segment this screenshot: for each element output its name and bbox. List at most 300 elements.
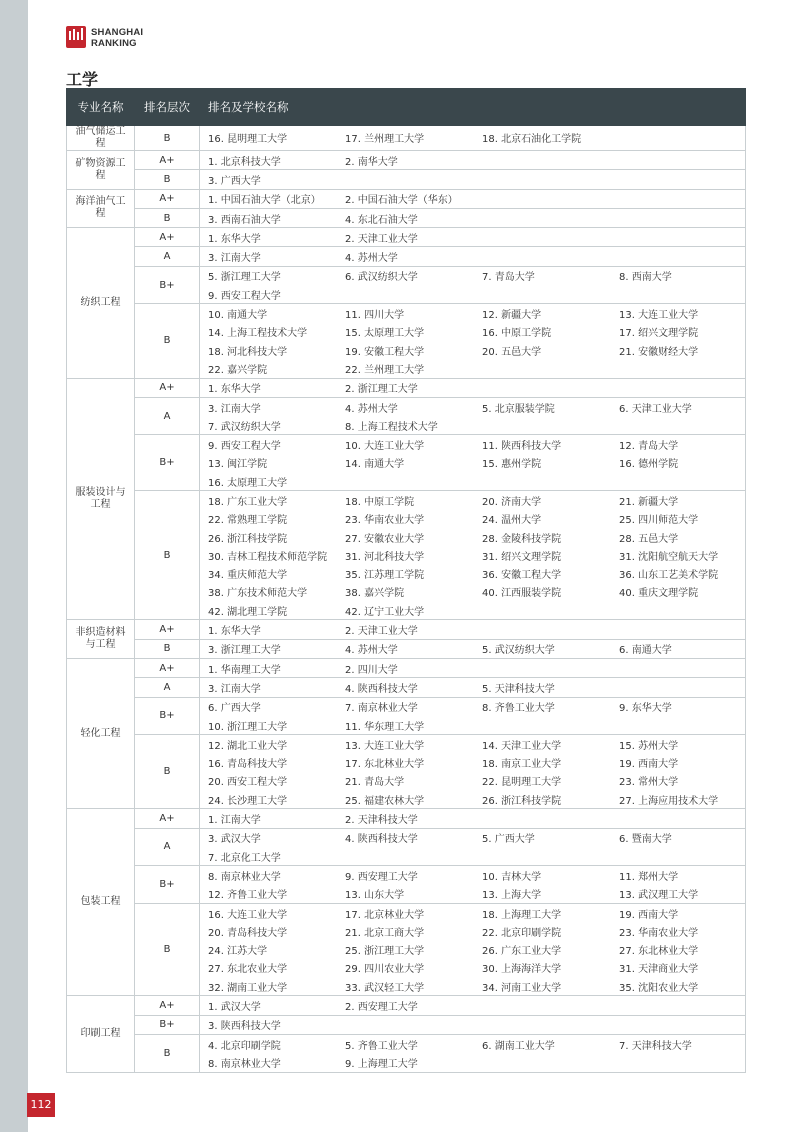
school-entry: 21. 北京工商大学 xyxy=(345,927,425,939)
school-entry: 17. 北京林业大学 xyxy=(345,909,425,921)
school-row xyxy=(208,435,745,453)
school-row xyxy=(208,620,745,638)
tier-level-cell: A+ xyxy=(135,620,200,639)
school-entry: 9. 西安理工大学 xyxy=(345,871,418,883)
school-entry: 26. 广东工业大学 xyxy=(482,946,562,958)
school-entry: 30. 上海海洋大学 xyxy=(482,964,562,976)
school-entry: 18. 中原工学院 xyxy=(345,496,415,508)
school-entry: 31. 绍兴文理学院 xyxy=(482,551,562,563)
school-row xyxy=(208,678,745,696)
tier-level-cell: B+ xyxy=(135,697,200,735)
school-entry: 22. 昆明理工大学 xyxy=(482,777,562,789)
school-entry: 14. 天津工业大学 xyxy=(482,740,562,752)
school-entry: 24. 温州大学 xyxy=(482,515,542,527)
tier-level-cell: B xyxy=(135,903,200,995)
school-entry: 16. 太原理工大学 xyxy=(208,477,288,489)
school-row xyxy=(208,977,745,995)
school-entry: 40. 江西服装学院 xyxy=(482,588,562,600)
table-row xyxy=(67,228,746,247)
school-entry: 1. 东华大学 xyxy=(208,233,261,245)
school-entry: 21. 新疆大学 xyxy=(619,496,679,508)
school-entry: 31. 河北科技大学 xyxy=(345,551,425,563)
school-list-cell xyxy=(200,378,746,397)
school-row xyxy=(208,228,745,246)
school-entry: 11. 华东理工大学 xyxy=(345,721,425,733)
school-entry: 29. 四川农业大学 xyxy=(345,964,425,976)
tier-level-cell: A+ xyxy=(135,996,200,1015)
school-entry: 20. 五邑大学 xyxy=(482,346,542,358)
school-list-cell xyxy=(200,228,746,247)
school-row xyxy=(208,716,745,734)
tier-level-cell: B xyxy=(135,208,200,227)
school-row xyxy=(208,528,745,546)
school-entry: 16. 中原工学院 xyxy=(482,328,552,340)
school-row xyxy=(208,510,745,528)
school-row xyxy=(208,546,745,564)
school-entry: 35. 江苏理工学院 xyxy=(345,570,425,582)
tier-level-cell: B xyxy=(135,304,200,378)
school-list-cell xyxy=(200,659,746,678)
school-row xyxy=(208,583,745,601)
school-row xyxy=(208,151,745,169)
table-row xyxy=(67,397,746,435)
school-row xyxy=(208,472,745,490)
page-number: 112 xyxy=(27,1093,55,1117)
school-entry: 16. 昆明理工大学 xyxy=(208,134,288,146)
school-list-cell xyxy=(200,828,746,866)
school-entry: 3. 西南石油大学 xyxy=(208,214,281,226)
school-entry: 38. 嘉兴学院 xyxy=(345,588,405,600)
school-entry: 4. 北京印刷学院 xyxy=(208,1040,281,1052)
school-entry: 34. 重庆师范大学 xyxy=(208,570,288,582)
section-title: 工学 xyxy=(66,70,99,89)
school-row xyxy=(208,170,745,188)
school-list-cell xyxy=(200,491,746,620)
tier-level-cell: A xyxy=(135,828,200,866)
tier-level-cell: B+ xyxy=(135,266,200,304)
tier-level-cell: A+ xyxy=(135,189,200,208)
major-name-cell: 包装工程 xyxy=(67,809,135,996)
school-list-cell xyxy=(200,620,746,639)
school-entry: 27. 安徽农业大学 xyxy=(345,533,425,545)
school-row xyxy=(208,491,745,509)
school-entry: 2. 天津工业大学 xyxy=(345,233,418,245)
school-row xyxy=(208,209,745,227)
ranking-table-wrapper xyxy=(66,88,746,1073)
school-row xyxy=(208,129,745,147)
table-body xyxy=(67,126,746,1073)
school-list-cell xyxy=(200,151,746,170)
tier-level-cell: B xyxy=(135,1034,200,1072)
school-entry: 7. 武汉纺织大学 xyxy=(208,421,281,433)
school-entry: 28. 金陵科技学院 xyxy=(482,533,562,545)
header-major: 专业名称 xyxy=(67,89,135,126)
school-entry: 31. 天津商业大学 xyxy=(619,964,699,976)
school-row xyxy=(208,247,745,265)
school-entry: 36. 安徽工程大学 xyxy=(482,570,562,582)
school-entry: 6. 南通大学 xyxy=(619,645,672,657)
school-entry: 5. 广西大学 xyxy=(482,834,535,846)
school-row xyxy=(208,359,745,377)
school-entry: 1. 中国石油大学（北京） xyxy=(208,195,321,207)
school-list-cell xyxy=(200,170,746,189)
school-row xyxy=(208,341,745,359)
school-row xyxy=(208,601,745,619)
school-entry: 9. 西安工程大学 xyxy=(208,290,281,302)
school-entry: 4. 苏州大学 xyxy=(345,253,398,265)
school-entry: 21. 安徽财经大学 xyxy=(619,346,699,358)
school-entry: 28. 五邑大学 xyxy=(619,533,679,545)
school-entry: 2. 天津科技大学 xyxy=(345,815,418,827)
school-row xyxy=(208,416,745,434)
school-list-cell xyxy=(200,189,746,208)
school-entry: 8. 西南大学 xyxy=(619,272,672,284)
school-entry: 2. 天津工业大学 xyxy=(345,626,418,638)
school-entry: 4. 苏州大学 xyxy=(345,403,398,415)
school-entry: 31. 沈阳航空航天大学 xyxy=(619,551,719,563)
school-row xyxy=(208,640,745,658)
school-row xyxy=(208,267,745,285)
tier-level-cell: B+ xyxy=(135,866,200,904)
school-entry: 21. 青岛大学 xyxy=(345,777,405,789)
school-entry: 6. 广西大学 xyxy=(208,703,261,715)
logo-line-2: RANKING xyxy=(91,38,137,49)
school-row xyxy=(208,790,745,808)
school-list-cell xyxy=(200,697,746,735)
school-entry: 18. 北京石油化工学院 xyxy=(482,134,582,146)
major-name-cell: 矿物资源工程 xyxy=(67,151,135,190)
school-entry: 4. 陕西科技大学 xyxy=(345,834,418,846)
school-entry: 25. 浙江理工大学 xyxy=(345,946,425,958)
school-list-cell xyxy=(200,678,746,697)
school-entry: 5. 北京服装学院 xyxy=(482,403,555,415)
tier-level-cell: A+ xyxy=(135,378,200,397)
school-entry: 11. 四川大学 xyxy=(345,310,405,322)
table-row xyxy=(67,304,746,378)
school-row xyxy=(208,1053,745,1071)
school-row xyxy=(208,996,745,1014)
school-row xyxy=(208,565,745,583)
school-entry: 10. 吉林大学 xyxy=(482,871,542,883)
school-row xyxy=(208,1016,745,1034)
table-row xyxy=(67,378,746,397)
school-entry: 25. 四川师范大学 xyxy=(619,515,699,527)
school-row xyxy=(208,698,745,716)
school-entry: 27. 东北林业大学 xyxy=(619,946,699,958)
school-entry: 12. 湖北工业大学 xyxy=(208,740,288,752)
school-entry: 34. 河南工业大学 xyxy=(482,982,562,994)
school-entry: 3. 浙江理工大学 xyxy=(208,645,281,657)
school-row xyxy=(208,847,745,865)
school-entry: 27. 东北农业大学 xyxy=(208,964,288,976)
school-entry: 1. 华南理工大学 xyxy=(208,664,281,676)
school-entry: 14. 上海工程技术大学 xyxy=(208,328,308,340)
school-entry: 2. 浙江理工大学 xyxy=(345,384,418,396)
table-row xyxy=(67,639,746,658)
school-entry: 18. 河北科技大学 xyxy=(208,346,288,358)
school-list-cell xyxy=(200,208,746,227)
school-row xyxy=(208,885,745,903)
school-entry: 22. 北京印刷学院 xyxy=(482,927,562,939)
school-entry: 20. 西安工程大学 xyxy=(208,777,288,789)
school-entry: 24. 长沙理工大学 xyxy=(208,795,288,807)
school-entry: 12. 齐鲁工业大学 xyxy=(208,890,288,902)
school-row xyxy=(208,1035,745,1053)
school-entry: 8. 齐鲁工业大学 xyxy=(482,703,555,715)
school-entry: 11. 陕西科技大学 xyxy=(482,441,562,453)
school-entry: 7. 天津科技大学 xyxy=(619,1040,692,1052)
school-row xyxy=(208,940,745,958)
school-list-cell xyxy=(200,1034,746,1072)
school-entry: 5. 武汉纺织大学 xyxy=(482,645,555,657)
table-row xyxy=(67,659,746,678)
school-entry: 3. 江南大学 xyxy=(208,403,261,415)
table-row xyxy=(67,208,746,227)
school-entry: 4. 东北石油大学 xyxy=(345,214,418,226)
school-entry: 4. 苏州大学 xyxy=(345,645,398,657)
school-entry: 26. 浙江科技学院 xyxy=(208,533,288,545)
school-entry: 3. 武汉大学 xyxy=(208,834,261,846)
school-entry: 3. 广西大学 xyxy=(208,175,261,187)
school-list-cell xyxy=(200,639,746,658)
school-entry: 24. 江苏大学 xyxy=(208,946,268,958)
table-header-row xyxy=(67,89,746,126)
school-entry: 7. 青岛大学 xyxy=(482,272,535,284)
tier-level-cell: B xyxy=(135,639,200,658)
school-entry: 5. 浙江理工大学 xyxy=(208,272,281,284)
school-row xyxy=(208,735,745,753)
tier-level-cell: B+ xyxy=(135,435,200,491)
school-list-cell xyxy=(200,126,746,151)
school-entry: 22. 常熟理工学院 xyxy=(208,515,288,527)
school-entry: 13. 大连工业大学 xyxy=(345,740,425,752)
school-entry: 18. 广东工业大学 xyxy=(208,496,288,508)
school-entry: 12. 青岛大学 xyxy=(619,441,679,453)
school-entry: 16. 德州学院 xyxy=(619,459,679,471)
school-row xyxy=(208,866,745,884)
major-name-cell: 油气储运工程 xyxy=(67,126,135,151)
table-row xyxy=(67,996,746,1015)
school-entry: 11. 郑州大学 xyxy=(619,871,679,883)
school-row xyxy=(208,285,745,303)
school-entry: 42. 湖北理工学院 xyxy=(208,606,288,618)
school-entry: 19. 安徽工程大学 xyxy=(345,346,425,358)
tier-level-cell: A xyxy=(135,397,200,435)
school-entry: 10. 大连工业大学 xyxy=(345,441,425,453)
school-entry: 6. 暨南大学 xyxy=(619,834,672,846)
table-row xyxy=(67,678,746,697)
school-entry: 6. 武汉纺织大学 xyxy=(345,272,418,284)
school-entry: 40. 重庆文理学院 xyxy=(619,588,699,600)
school-row xyxy=(208,922,745,940)
tier-level-cell: A+ xyxy=(135,228,200,247)
school-row xyxy=(208,659,745,677)
school-entry: 1. 东华大学 xyxy=(208,384,261,396)
table-row xyxy=(67,809,746,828)
school-entry: 1. 东华大学 xyxy=(208,626,261,638)
tier-level-cell: B xyxy=(135,126,200,151)
school-entry: 6. 天津工业大学 xyxy=(619,403,692,415)
school-entry: 16. 大连工业大学 xyxy=(208,909,288,921)
school-entry: 26. 浙江科技学院 xyxy=(482,795,562,807)
school-list-cell xyxy=(200,1015,746,1034)
table-row xyxy=(67,266,746,304)
school-entry: 5. 齐鲁工业大学 xyxy=(345,1040,418,1052)
school-row xyxy=(208,829,745,847)
table-row xyxy=(67,903,746,995)
school-entry: 1. 江南大学 xyxy=(208,815,261,827)
school-entry: 14. 南通大学 xyxy=(345,459,405,471)
school-list-cell xyxy=(200,266,746,304)
major-name-cell: 印刷工程 xyxy=(67,996,135,1072)
school-entry: 10. 南通大学 xyxy=(208,310,268,322)
table-row xyxy=(67,866,746,904)
school-entry: 22. 嘉兴学院 xyxy=(208,364,268,376)
tier-level-cell: A+ xyxy=(135,809,200,828)
major-name-cell: 非织造材料与工程 xyxy=(67,620,135,659)
school-entry: 23. 华南农业大学 xyxy=(345,515,425,527)
school-entry: 3. 陕西科技大学 xyxy=(208,1021,281,1033)
school-entry: 6. 湖南工业大学 xyxy=(482,1040,555,1052)
school-list-cell xyxy=(200,903,746,995)
school-entry: 2. 西安理工大学 xyxy=(345,1002,418,1013)
school-list-cell xyxy=(200,397,746,435)
tier-level-cell: B+ xyxy=(135,1015,200,1034)
school-entry: 8. 南京林业大学 xyxy=(208,1058,281,1070)
school-entry: 19. 西南大学 xyxy=(619,909,679,921)
school-entry: 13. 上海大学 xyxy=(482,890,542,902)
school-list-cell xyxy=(200,996,746,1015)
school-entry: 25. 福建农林大学 xyxy=(345,795,425,807)
school-entry: 16. 青岛科技大学 xyxy=(208,759,288,771)
ranking-table xyxy=(66,88,746,1073)
tier-level-cell: A+ xyxy=(135,151,200,170)
school-entry: 20. 济南大学 xyxy=(482,496,542,508)
school-entry: 9. 上海理工大学 xyxy=(345,1058,418,1070)
tier-level-cell: A+ xyxy=(135,659,200,678)
logo-icon xyxy=(66,26,86,48)
school-entry: 35. 沈阳农业大学 xyxy=(619,982,699,994)
table-row xyxy=(67,735,746,809)
header-level: 排名层次 xyxy=(135,89,200,126)
school-entry: 12. 新疆大学 xyxy=(482,310,542,322)
school-entry: 7. 北京化工大学 xyxy=(208,852,281,864)
school-entry: 9. 西安工程大学 xyxy=(208,441,281,453)
logo-text xyxy=(91,27,143,49)
school-entry: 13. 大连工业大学 xyxy=(619,310,699,322)
logo-line-1: SHANGHAI xyxy=(91,27,144,38)
school-list-cell xyxy=(200,304,746,378)
tier-level-cell: A xyxy=(135,678,200,697)
school-entry: 27. 上海应用技术大学 xyxy=(619,795,719,807)
school-entry: 36. 山东工艺美术学院 xyxy=(619,570,719,582)
major-name-cell: 纺织工程 xyxy=(67,228,135,378)
school-entry: 17. 绍兴文理学院 xyxy=(619,328,699,340)
table-row xyxy=(67,170,746,189)
left-sidebar-strip xyxy=(0,0,28,1132)
school-entry: 30. 吉林工程技术师范学院 xyxy=(208,551,328,563)
table-row xyxy=(67,189,746,208)
school-row xyxy=(208,754,745,772)
school-entry: 18. 南京工业大学 xyxy=(482,759,562,771)
school-entry: 2. 四川大学 xyxy=(345,664,398,676)
school-entry: 22. 兰州理工大学 xyxy=(345,364,425,376)
shanghai-ranking-logo xyxy=(66,26,166,50)
school-entry: 1. 武汉大学 xyxy=(208,1002,261,1013)
school-row xyxy=(208,454,745,472)
school-row xyxy=(208,809,745,827)
school-entry: 19. 西南大学 xyxy=(619,759,679,771)
school-entry: 18. 上海理工大学 xyxy=(482,909,562,921)
school-entry: 13. 闽江学院 xyxy=(208,459,268,471)
table-row xyxy=(67,247,746,266)
school-entry: 2. 南华大学 xyxy=(345,156,398,168)
school-row xyxy=(208,959,745,977)
school-entry: 3. 江南大学 xyxy=(208,253,261,265)
school-entry: 17. 兰州理工大学 xyxy=(345,134,425,146)
table-row xyxy=(67,697,746,735)
school-list-cell xyxy=(200,435,746,491)
school-list-cell xyxy=(200,735,746,809)
tier-level-cell: B xyxy=(135,170,200,189)
school-entry: 8. 上海工程技术大学 xyxy=(345,421,438,433)
header-schools: 排名及学校名称 xyxy=(200,89,746,126)
school-row xyxy=(208,904,745,922)
table-row xyxy=(67,126,746,151)
school-entry: 13. 山东大学 xyxy=(345,890,405,902)
tier-level-cell: B xyxy=(135,735,200,809)
major-name-cell: 海洋油气工程 xyxy=(67,189,135,228)
school-row xyxy=(208,190,745,208)
school-row xyxy=(208,379,745,397)
school-entry: 1. 北京科技大学 xyxy=(208,156,281,168)
school-row xyxy=(208,323,745,341)
school-list-cell xyxy=(200,866,746,904)
table-row xyxy=(67,828,746,866)
school-entry: 15. 太原理工大学 xyxy=(345,328,425,340)
school-entry: 17. 东北林业大学 xyxy=(345,759,425,771)
major-name-cell: 服装设计与工程 xyxy=(67,378,135,620)
table-row xyxy=(67,491,746,620)
school-entry: 23. 常州大学 xyxy=(619,777,679,789)
tier-level-cell: B xyxy=(135,491,200,620)
tier-level-cell: A xyxy=(135,247,200,266)
school-entry: 4. 陕西科技大学 xyxy=(345,683,418,695)
school-entry: 5. 天津科技大学 xyxy=(482,683,555,695)
school-row xyxy=(208,398,745,416)
school-entry: 32. 湖南工业大学 xyxy=(208,982,288,994)
table-row xyxy=(67,435,746,491)
school-entry: 33. 武汉轻工大学 xyxy=(345,982,425,994)
table-row xyxy=(67,1015,746,1034)
table-row xyxy=(67,620,746,639)
school-list-cell xyxy=(200,809,746,828)
school-row xyxy=(208,304,745,322)
school-entry: 23. 华南农业大学 xyxy=(619,927,699,939)
school-list-cell xyxy=(200,247,746,266)
school-entry: 42. 辽宁工业大学 xyxy=(345,606,425,618)
school-entry: 10. 浙江理工大学 xyxy=(208,721,288,733)
school-entry: 15. 苏州大学 xyxy=(619,740,679,752)
school-entry: 38. 广东技术师范大学 xyxy=(208,588,308,600)
school-entry: 3. 江南大学 xyxy=(208,683,261,695)
school-entry: 13. 武汉理工大学 xyxy=(619,890,699,902)
school-entry: 8. 南京林业大学 xyxy=(208,871,281,883)
school-entry: 9. 东华大学 xyxy=(619,703,672,715)
table-row xyxy=(67,151,746,170)
school-entry: 20. 青岛科技大学 xyxy=(208,927,288,939)
table-row xyxy=(67,1034,746,1072)
